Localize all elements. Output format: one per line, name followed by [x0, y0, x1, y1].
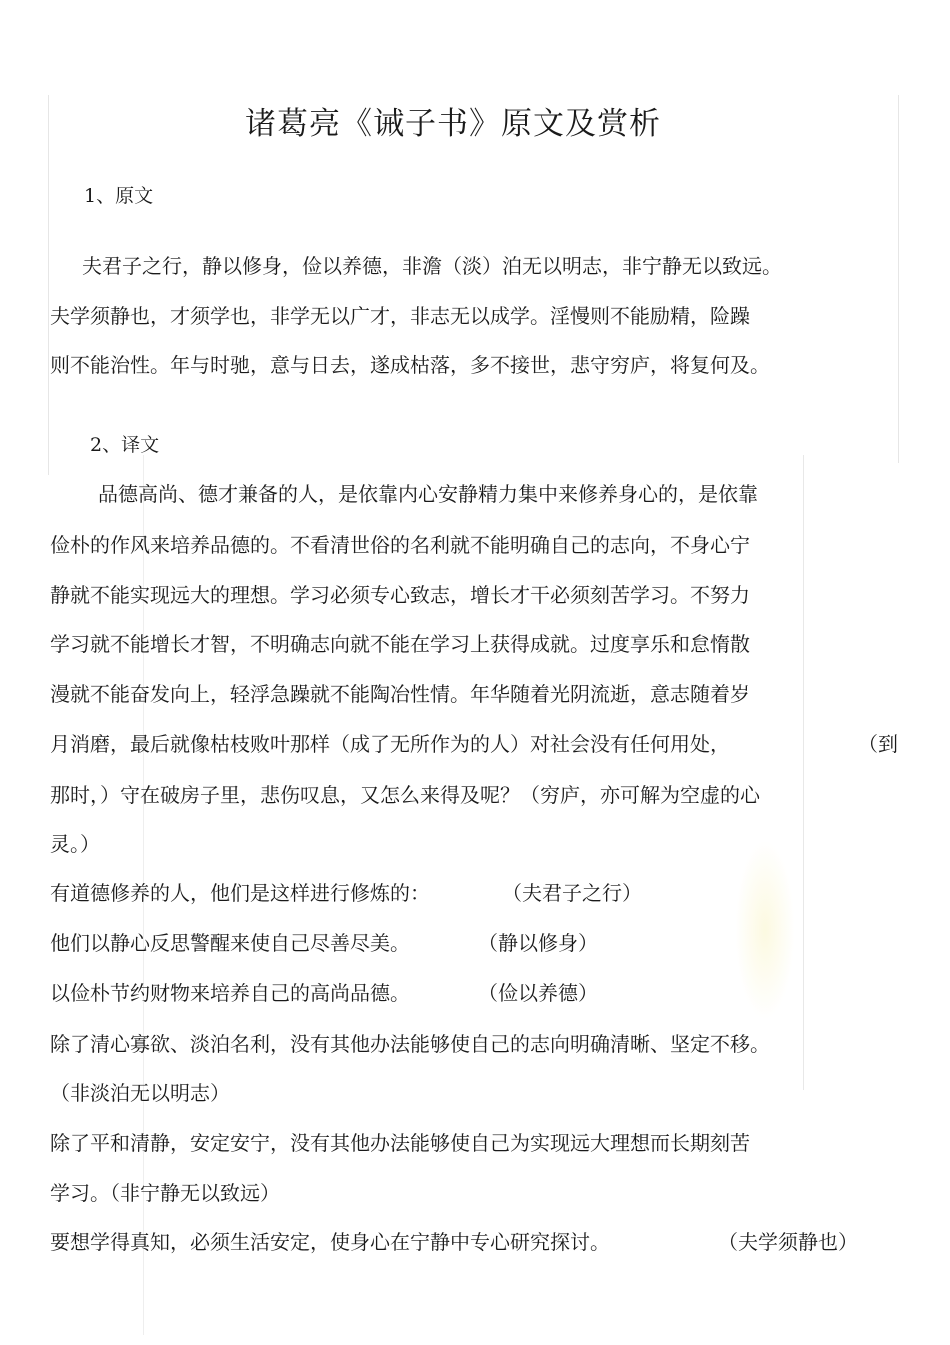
translation-text-line: 那时，）守在破房子里，悲伤叹息，又怎么来得及呢？（穷庐，亦可解为空虚的心 [50, 783, 760, 807]
note-text: 除了清心寡欲、淡泊名利，没有其他办法能够使自己的志向明确清晰、坚定不移。 [50, 1032, 770, 1056]
scan-smudge [735, 840, 795, 1020]
note-reference: （非淡泊无以明志） [50, 1081, 230, 1105]
translation-text-line: 品德高尚、德才兼备的人，是依靠内心安静精力集中来修养身心的，是依靠 [98, 482, 758, 506]
section-heading-translation: 2、译文 [90, 434, 160, 456]
note-text: 除了平和清静，安定安宁，没有其他办法能够使自己为实现远大理想而长期刻苦 [50, 1131, 750, 1155]
section-heading-original: 1、原文 [84, 185, 154, 207]
translation-text-line: 静就不能实现远大的理想。学习必须专心致志，增长才干必须刻苦学习。不努力 [50, 583, 750, 607]
scan-line [48, 95, 49, 475]
translation-text-fragment: （到 [858, 732, 898, 756]
translation-text-line: 学习就不能增长才智，不明确志向就不能在学习上获得成就。过度享乐和怠惰散 [50, 632, 750, 656]
note-reference: （夫君子之行） [502, 881, 642, 905]
note-text: 要想学得真知，必须生活安定，使身心在宁静中专心研究探讨。 [50, 1230, 610, 1254]
translation-text-line: 月消磨，最后就像枯枝败叶那样（成了无所作为的人）对社会没有任何用处， [50, 732, 730, 756]
note-text: 以俭朴节约财物来培养自己的高尚品德。 [50, 981, 410, 1005]
note-reference: （夫学须静也） [718, 1230, 858, 1254]
original-text-line: 则不能治性。年与时驰，意与日去，遂成枯落，多不接世，悲守穷庐，将复何及。 [50, 353, 770, 377]
note-text: 他们以静心反思警醒来使自己尽善尽美。 [50, 931, 410, 955]
note-text: 学习。（非宁静无以致远） [50, 1181, 280, 1205]
page-title: 诸葛亮《诫子书》原文及赏析 [245, 106, 661, 142]
scan-line [898, 95, 899, 463]
translation-text-line: 漫就不能奋发向上，轻浮急躁就不能陶冶性情。年华随着光阴流逝，意志随着岁 [50, 682, 750, 706]
original-text-line: 夫学须静也，才须学也，非学无以广才，非志无以成学。淫慢则不能励精，险躁 [50, 304, 750, 328]
note-reference: （静以修身） [478, 931, 598, 955]
translation-text-line: 灵。） [50, 832, 100, 856]
scan-line [803, 455, 804, 1090]
translation-text-line: 俭朴的作风来培养品德的。不看清世俗的名利就不能明确自己的志向，不身心宁 [50, 533, 750, 557]
note-reference: （俭以养德） [478, 981, 598, 1005]
note-text: 有道德修养的人，他们是这样进行修炼的： [50, 881, 430, 905]
original-text-line: 夫君子之行，静以修身，俭以养德，非澹（淡）泊无以明志，非宁静无以致远。 [82, 254, 782, 278]
